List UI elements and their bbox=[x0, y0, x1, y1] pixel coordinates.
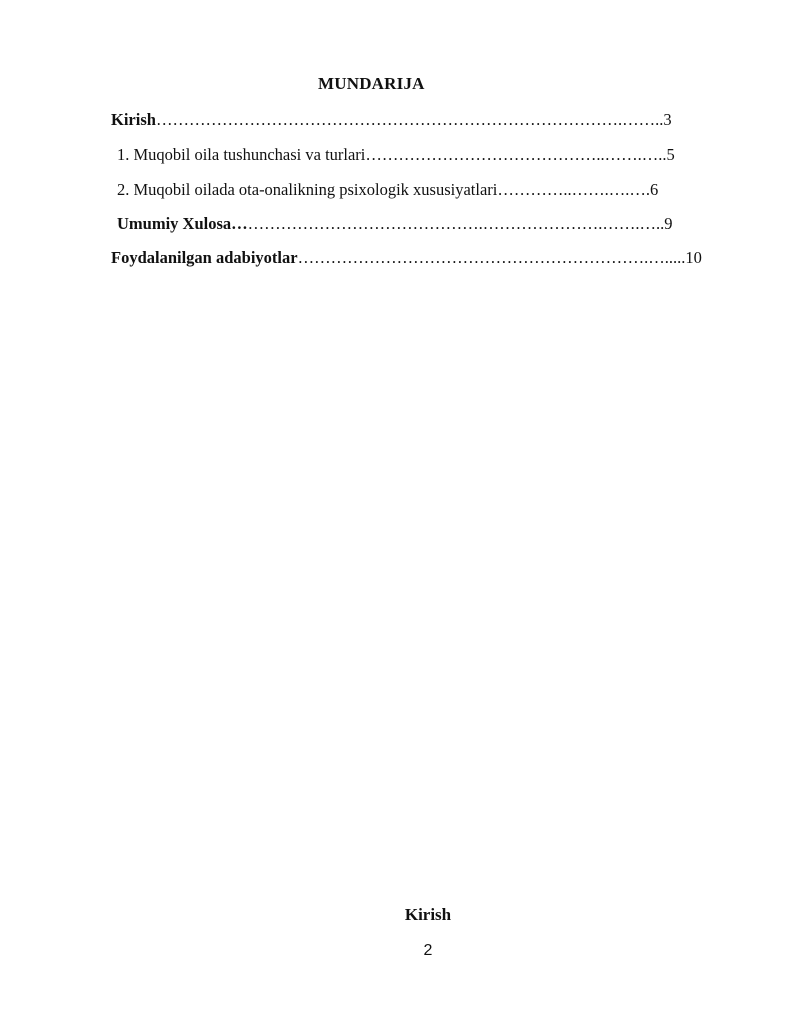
toc-page-number: 10 bbox=[685, 248, 702, 267]
toc-entry-adabiyotlar bbox=[111, 248, 702, 268]
toc-leader-dots: ……………………………………………………….…..... bbox=[297, 248, 686, 267]
toc-entry-kirish bbox=[111, 110, 672, 130]
toc-leader-dots: ………………………………………………………………………….…….. bbox=[155, 110, 664, 129]
toc-page-number: 9 bbox=[664, 214, 673, 233]
toc-entry-label: Foydalanilgan adabiyotlar bbox=[111, 248, 298, 267]
toc-entry-umumiy-xulosa: Umumiy Xulosa……………………………………….………………….…….…..9 bbox=[117, 214, 673, 233]
toc-entry-label: Umumiy Xulosa bbox=[117, 214, 232, 233]
page-number: 2 bbox=[423, 942, 433, 959]
toc-page-number: 6 bbox=[650, 180, 659, 199]
section-heading: Kirish bbox=[404, 905, 452, 924]
toc-page-number: 3 bbox=[663, 110, 672, 129]
page-title: MUNDARIJA bbox=[318, 74, 425, 93]
toc-entry-label: Kirish bbox=[111, 110, 156, 129]
toc-leader-dots: ……………………………………..…….….. bbox=[365, 145, 667, 164]
toc-leader-dots: …………………………………….………………….…….….. bbox=[247, 214, 665, 233]
toc-entry-label: 1. Muqobil oila tushunchasi va turlari bbox=[117, 145, 366, 164]
toc-leader-dots: …………..…….….…. bbox=[497, 180, 651, 199]
toc-page-number: 5 bbox=[666, 145, 675, 164]
toc-entry-muqobil-oila bbox=[117, 145, 675, 165]
toc-entry-ota-onalik bbox=[117, 180, 658, 200]
toc-entry-label: 2. Muqobil oilada ota-onalikning psixologik xususiyatlari bbox=[117, 180, 498, 199]
